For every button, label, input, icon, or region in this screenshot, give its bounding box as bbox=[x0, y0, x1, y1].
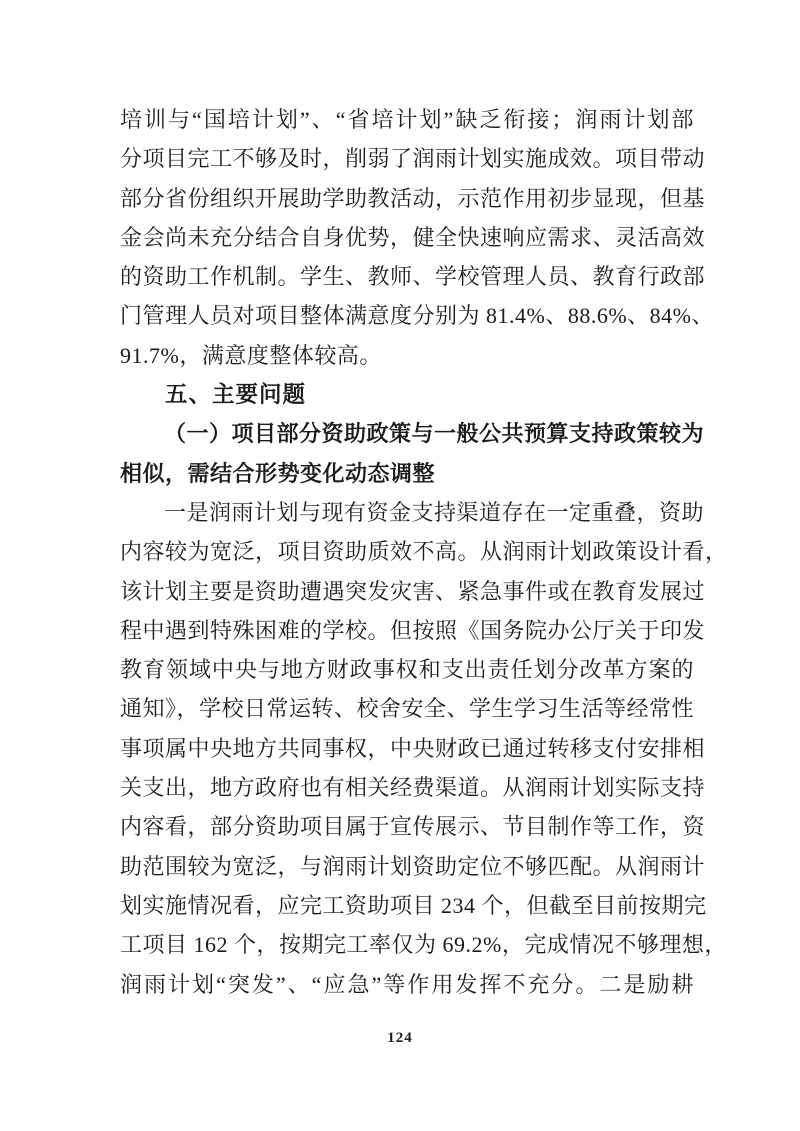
body-line: 门管理人员对项目整体满意度分别为 81.4%、88.6%、84%、 bbox=[120, 303, 714, 329]
body-line: 工项目 162 个，按期完工率仅为 69.2%，完成情况不够理想， bbox=[120, 932, 727, 958]
body-line: 金会尚未充分结合自身优势，健全快速响应需求、灵活高效 bbox=[120, 224, 706, 250]
body-line: 关支出，地方政府也有相关经费渠道。从润雨计划实际支持 bbox=[120, 775, 706, 801]
section-heading: 五、主要问题 bbox=[165, 382, 307, 408]
body-line: 内容看，部分资助项目属于宣传展示、节目制作等工作，资 bbox=[120, 814, 706, 840]
body-line: 划实施情况看，应完工资助项目 234 个，但截至目前按期完 bbox=[120, 892, 707, 918]
body-line: 程中遇到特殊困难的学校。但按照《国务院办公厅关于印发 bbox=[120, 617, 706, 643]
page-number: 124 bbox=[387, 1030, 413, 1046]
body-line: 分项目完工不够及时，削弱了润雨计划实施成效。项目带动 bbox=[120, 146, 706, 172]
body-line: 该计划主要是资助遭遇突发灾害、紧急事件或在教育发展过 bbox=[120, 578, 706, 604]
body-line: 润雨计划“突发”、“应急”等作用发挥不充分。二是励耕 bbox=[120, 971, 694, 997]
body-line: 教育领域中央与地方财政事权和支出责任划分改革方案的 bbox=[120, 657, 694, 683]
body-line: 部分省份组织开展助学助教活动，示范作用初步显现，但基 bbox=[120, 185, 706, 211]
subsection-heading-line: 相似，需结合形势变化动态调整 bbox=[120, 460, 436, 486]
body-line: 内容较为宽泛，项目资助质效不高。从润雨计划政策设计看， bbox=[120, 539, 728, 565]
text-block bbox=[120, 100, 728, 1004]
body-line: 91.7%，满意度整体较高。 bbox=[120, 342, 382, 368]
body-line: 一是润雨计划与现有资金支持渠道存在一定重叠，资助 bbox=[164, 499, 705, 525]
body-line: 通知》，学校日常运转、校舍安全、学生学习生活等经常性 bbox=[120, 696, 695, 722]
body-line: 培训与“国培计划”、“省培计划”缺乏衔接；润雨计划部 bbox=[120, 107, 694, 132]
body-line: 的资助工作机制。学生、教师、学校管理人员、教育行政部 bbox=[120, 264, 706, 290]
body-line: 助范围较为宽泛，与润雨计划资助定位不够匹配。从润雨计 bbox=[120, 853, 706, 879]
body-line: 事项属中央地方共同事权，中央财政已通过转移支付安排相 bbox=[120, 735, 706, 761]
subsection-heading-line: （一）项目部分资助政策与一般公共预算支持政策较为 bbox=[164, 421, 705, 447]
